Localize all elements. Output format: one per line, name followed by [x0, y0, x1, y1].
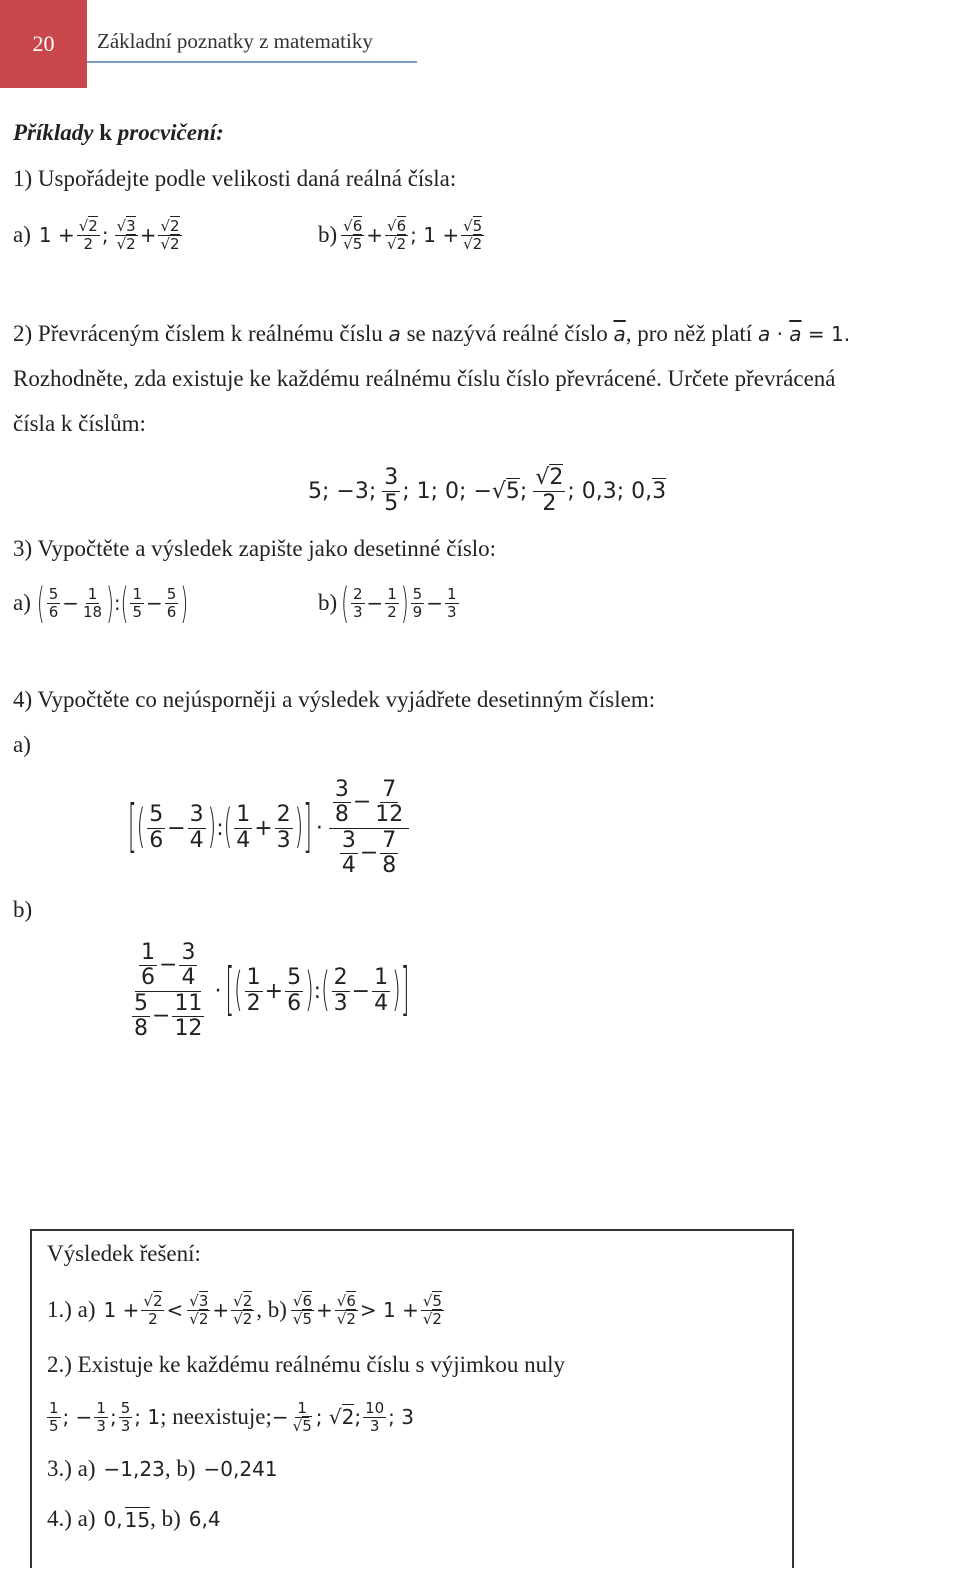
exercise1-a-label: a) [13, 222, 31, 247]
result-3-a: −1,23 [103, 1457, 165, 1481]
header-title: Základní poznatky z matematiky [97, 29, 373, 53]
section-title-word-3: procvičení: [117, 120, 224, 145]
exercise2-line1-mid: se nazývá reálné číslo [406, 321, 608, 346]
page-number: 20 [32, 31, 55, 56]
exercise2-numbers: 5; −3; $\frac{3}{5}$ ; 1; 0; −√5; $\frac{√2}{2}$ ; 0,3; 0,3 [308, 465, 667, 516]
section-title-word-1: Příklady [13, 120, 94, 145]
exercise4-b-expression: $\frac{1}{6}$ − $\frac{3}{4}$ $\frac{5}{8}$ − $\frac{11}{12}$ · [ ( $\frac{1}{2}$ + $\frac{5}{6}$ ) : ( $\frac{2}{3}$ − $\frac{1}{4}$ ) ] [134, 940, 410, 1041]
result-1-b-label: , b) [256, 1297, 287, 1322]
exercise2-line3: čísla k číslům: [13, 411, 146, 436]
exercise1-b-label: b) [318, 222, 338, 247]
result-2-text: 2.) Existuje ke každému reálnému číslu s výjimkou nuly [47, 1352, 566, 1377]
exercise4-b-label: b) [13, 897, 33, 922]
result-4-b: 6,4 [188, 1507, 221, 1531]
exercise1-b: b) $\frac{√6}{√5}$ + $\frac{√6}{√2}$ ; 1 + $\frac{√5}{√2}$ [318, 217, 483, 253]
exercise3-b-label: b) [318, 590, 338, 615]
result-3-label: 3.) a) [47, 1456, 96, 1481]
exercise4-heading: 4) Vypočtěte co nejúsporněji a výsledek vyjádřete desetinným číslem: [13, 687, 656, 712]
results-title: Výsledek řešení: [47, 1241, 201, 1266]
header-rule [87, 61, 417, 63]
result-3-b: −0,241 [203, 1457, 278, 1481]
exercise1-a: a) 1 + $\frac{√2}{2}$ ; $\frac{√3}{√2}$ + $\frac{√2}{√2}$ [13, 217, 180, 253]
page-number-box [0, 0, 87, 88]
exercise2-line1-prefix: 2) Převráceným číslem k reálnému číslu [13, 321, 383, 346]
exercise2-line1-mid2: , pro něž platí [625, 321, 753, 346]
result-3 [47, 1456, 278, 1482]
exercise3-a-label: a) [13, 590, 31, 615]
result-4-a-prefix: 0, [103, 1507, 123, 1531]
exercise1-heading: 1) Uspořádejte podle velikosti daná reálná čísla: [13, 166, 457, 191]
exercise2-line2: Rozhodněte, zda existuje ke každému reálnému číslu číslo převrácené. Určete převrácená [13, 366, 836, 391]
exercise3-heading: 3) Vypočtěte a výsledek zapište jako desetinné číslo: [13, 536, 497, 561]
result-4 [47, 1506, 221, 1532]
exercise2-line1: 2) Převráceným číslem k reálnému číslu a se nazývá reálné číslo $\overline{a}$, pro něž platí $a \cdot \overline{a} = 1$. [13, 321, 851, 346]
result-2-values: $\frac{1}{5}$ ; − $\frac{1}{3}$ ; $\frac{5}{3}$ ; 1 ; neexistuje; − $\frac{1}{√5}$ ; √2; $\frac{10}{3}$ ; 3 [49, 1399, 414, 1435]
result-4-a-repeat: 15 [124, 1507, 151, 1532]
exercise3-a: a) ( $\frac{5}{6}$ − $\frac{1}{18}$ ) : ( $\frac{1}{5}$ − $\frac{5}{6}$ ) [13, 577, 189, 629]
result-2-none: ; neexistuje; [160, 1404, 272, 1429]
exercise3-b: b) ( $\frac{2}{3}$ − $\frac{1}{2}$ ) $\frac{5}{9}$ − $\frac{1}{3}$ [318, 577, 457, 629]
section-title-word-2: k [99, 120, 113, 145]
result-3-b-label: , b) [164, 1456, 196, 1481]
result-4-label: 4.) a) [47, 1506, 96, 1531]
exercise4-a-label: a) [13, 732, 31, 757]
section-title [13, 120, 224, 146]
result-4-b-label: , b) [150, 1506, 181, 1531]
exercise4-a-expression: [ ( $\frac{5}{6}$ − $\frac{3}{4}$ ) : ( $\frac{1}{4}$ + $\frac{2}{3}$ ) ] · $\frac{3}{8}$ − $\frac{7}{12}$ $\frac{3}{4}$ − $\frac{7}{8}$ [128, 772, 411, 884]
result-1: 1.) a) 1 + $\frac{√2}{2}$ < $\frac{√3}{√2}$ + $\frac{√2}{√2}$ , b) $\frac{√6}{√5}$ + $\frac{√6}{√2}$ > 1 + $\frac{√5}{√2}$ [47, 1292, 442, 1328]
result-1-label: 1.) a) [47, 1297, 96, 1322]
